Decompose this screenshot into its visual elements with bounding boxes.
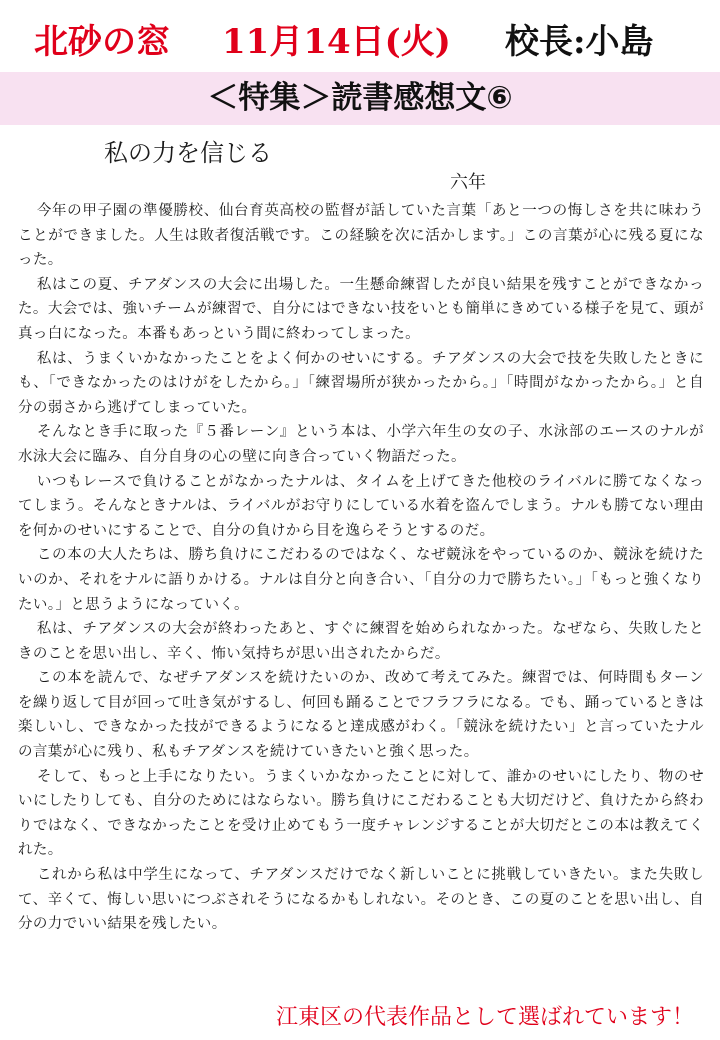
- essay-paragraph: この本を読んで、なぜチアダンスを続けたいのか、改めて考えてみた。練習では、何時間もターンを繰り返して目が回って吐き気がするし、何回も踊ることでフラフラになる。でも、踊っているときは楽しいし、できなかった技ができるようになると達成感がわく。「競泳を続けたい」と言っていたナルの言葉が心に残り、私もチアダンスを続けていきたいと強く思った。: [18, 670, 704, 761]
- newsletter-header: [0, 14, 720, 70]
- newsletter-title: 北砂の窓: [34, 22, 170, 62]
- essay-paragraph: 今年の甲子園の準優勝校、仙台育英高校の監督が話していた言葉「あと一つの悔しさを共に味わうことができました。人生は敗者復活戦です。この経験を次に活かします。」この言葉が心に残る夏になった。: [18, 203, 704, 269]
- essay-paragraph: 私は、チアダンスの大会が終わったあと、すぐに練習を始められなかった。なぜなら、失敗したときのことを思い出し、辛く、怖い気持ちが思い出されたからだ。: [18, 621, 704, 662]
- essay-paragraph: いつもレースで負けることがなかったナルは、タイムを上げてきた他校のライバルに勝てなくなってしまう。そんなときナルは、ライバルがお守りにしている水着を盗んでしまう。ナルも勝てない理由を何かのせいにすることで、自分の負けから目を逸らそうとするのだ。: [18, 473, 704, 539]
- essay-paragraph: 私はこの夏、チアダンスの大会に出場した。一生懸命練習したが良い結果を残すことができなかった。大会では、強いチームが練習で、自分にはできない技をいとも簡単にきめている様子を見て、頭が真っ白になった。本番もあっという間に終わってしまった。: [18, 276, 704, 342]
- essay-author: 六年: [450, 172, 486, 193]
- award-note: 江東区の代表作品として選ばれています！: [275, 1005, 694, 1030]
- feature-banner-text: ＜特集＞読書感想文⑥: [207, 80, 513, 116]
- essay-title: 私の力を信じる: [104, 139, 272, 167]
- essay-body: [18, 199, 704, 937]
- essay-paragraph: この本の大人たちは、勝ち負けにこだわるのではなく、なぜ競泳をやっているのか、競泳を続けたいのか、それをナルに語りかける。ナルは自分と向き合い、「自分の力で勝ちたい。」「もっと強くなりたい。」と思うようになっていく。: [18, 547, 704, 613]
- essay-paragraph: そして、もっと上手になりたい。うまくいかなかったことに対して、誰かのせいにしたり、物のせいにしたりしても、自分のためにはならない。勝ち負けにこだわることも大切だけど、負けたから終わりではなく、できなかったことを受け止めてもう一度チャレンジすることが大切だとこの本は教えてくれた。: [18, 768, 704, 859]
- principal-name: 校長:小島: [505, 22, 654, 62]
- essay-paragraph: 私は、うまくいかなかったことをよく何かのせいにする。チアダンスの大会で技を失敗したときにも、「できなかったのはけがをしたから。」「練習場所が狭かったから。」「時間がなかったから。」と自分の弱さから逃げてしまっていた。: [18, 350, 704, 416]
- essay-paragraph: そんなとき手に取った『５番レーン』という本は、小学六年生の女の子、水泳部のエースのナルが水泳大会に臨み、自分自身の心の壁に向き合っていく物語だった。: [18, 424, 704, 465]
- issue-date: 11月14日(火): [222, 22, 451, 62]
- essay-paragraph: これから私は中学生になって、チアダンスだけでなく新しいことに挑戦していきたい。また失敗して、辛くて、悔しい思いにつぶされそうになるかもしれない。そのとき、この夏のことを思い出し、自分の力でいい結果を残したい。: [18, 867, 704, 933]
- feature-banner: [0, 72, 720, 125]
